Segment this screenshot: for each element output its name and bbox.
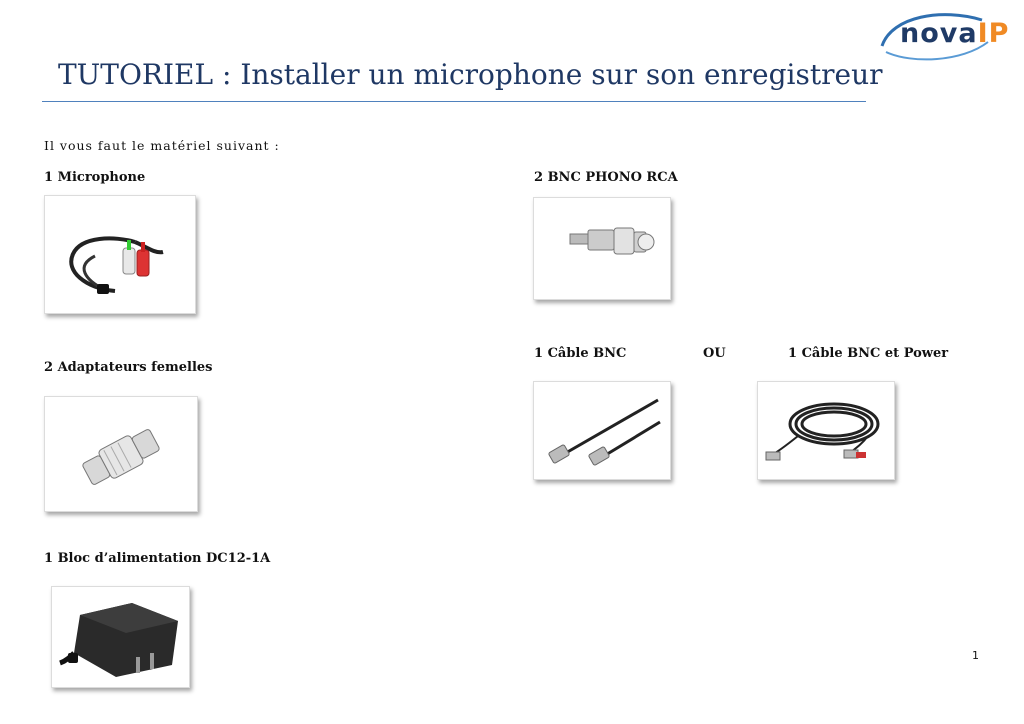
bnc-power-cable-icon xyxy=(758,382,894,479)
bnc-cable-image xyxy=(533,381,671,480)
power-adapter-icon xyxy=(52,587,189,687)
microphone-cable-icon xyxy=(45,196,195,313)
title-underline xyxy=(42,101,866,102)
or-label: OU xyxy=(703,346,726,361)
logo-text: novaIP xyxy=(900,18,1010,49)
power-supply-image xyxy=(51,586,190,688)
nova-ip-logo xyxy=(872,6,1010,68)
bnc-power-cable-image xyxy=(757,381,895,480)
bnc-power-cable-label: 1 Câble BNC et Power xyxy=(788,346,949,361)
page-title: TUTORIEL : Installer un microphone sur son enregistreur xyxy=(58,58,883,91)
microphone-label: 1 Microphone xyxy=(44,170,146,185)
bnc-cable-icon xyxy=(534,382,670,479)
bnc-phono-rca-image xyxy=(533,197,671,300)
bnc-cable-label: 1 Câble BNC xyxy=(534,346,627,361)
bnc-female-adapter-icon xyxy=(45,397,197,511)
bnc-phono-rca-label: 2 BNC PHONO RCA xyxy=(534,170,678,185)
power-supply-label: 1 Bloc d’alimentation DC12-1A xyxy=(44,551,271,566)
microphone-image xyxy=(44,195,196,314)
bnc-rca-adapter-icon xyxy=(534,198,670,299)
adapters-image xyxy=(44,396,198,512)
page-number: 1 xyxy=(972,649,979,662)
intro-text: Il vous faut le matériel suivant : xyxy=(44,138,280,153)
adapters-label: 2 Adaptateurs femelles xyxy=(44,360,213,375)
